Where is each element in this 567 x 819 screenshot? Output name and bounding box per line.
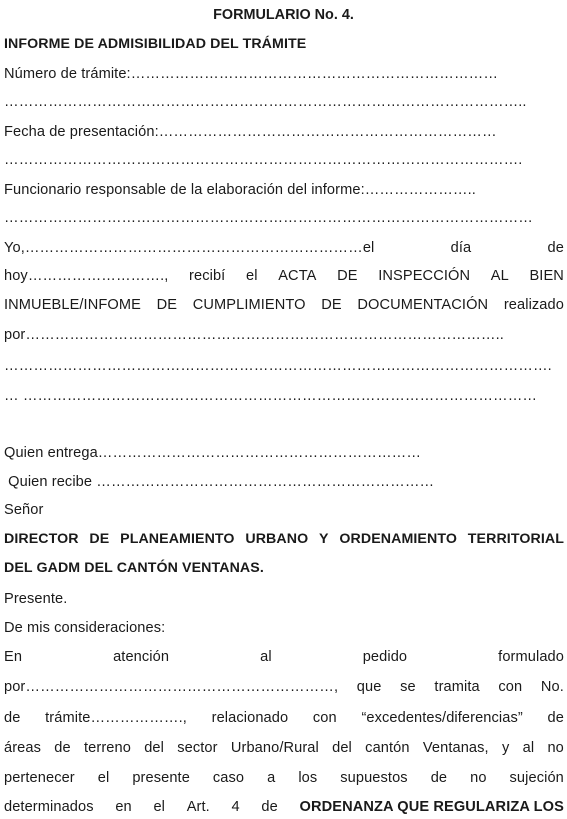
body-word: del [332,740,352,756]
body-word: los [298,770,318,786]
statement-word: DE [156,297,178,313]
statement-word: DE [337,268,358,284]
statement-word: recibí [189,268,226,284]
presente: Presente. [4,591,68,607]
statement-word: realizado [503,297,564,313]
body-word: terreno [83,740,131,756]
body-word: y [501,740,510,756]
body-word: formulado [498,649,564,665]
field-quien-entrega: Quien entrega………………………………………………………… [4,445,422,461]
body-line-5 [4,768,564,788]
ordinance-title: ORDENANZA QUE REGULARIZA LOS [299,799,564,815]
body-word: con [498,679,523,695]
consideraciones: De mis consideraciones: [4,620,166,636]
body-word: por………………………………………………………, [4,679,339,695]
body-word: no [547,740,564,756]
body-word: Urbano/Rural [230,740,319,756]
statement-word: BIEN [529,268,564,284]
body-word: Ventanas, [422,740,489,756]
body-word: a [267,770,276,786]
body-word: Art. [186,799,210,815]
body-word: con [312,710,337,726]
body-word: sector [177,740,218,756]
body-word: se [400,679,416,695]
field-fecha-presentacion: Fecha de presentación:…………………………………………………………… [4,124,497,140]
statement-word: hoy………………………., [4,268,169,284]
body-word: no [470,770,487,786]
body-word: de [4,710,21,726]
body-word: tramita [434,679,480,695]
body-line-1 [4,647,564,667]
body-word: de [261,799,278,815]
statement-word: AL [490,268,509,284]
body-word: del [144,740,164,756]
field-fecha-continuation: ……………………………………………………………………………………………. [4,152,523,168]
body-word: determinados [4,799,94,815]
body-word: de [547,710,564,726]
body-word: de [54,740,71,756]
body-line-3 [4,708,564,728]
addressee-line-1 [4,529,564,549]
statement-line-3 [4,295,564,315]
body-word: al [260,649,272,665]
body-line-4 [4,738,564,758]
statement-word: INSPECCIÓN [378,268,471,284]
body-word: áreas [4,740,42,756]
body-word: trámite………………., [45,710,187,726]
form-title: FORMULARIO No. 4. [213,7,354,23]
statement-word: de [547,240,564,256]
statement-realizado-por: por…………………………………………………………………………………….. [4,327,504,343]
statement-word: INMUEBLE/INFOME [4,297,141,313]
addressee-word: URBANO [245,531,309,547]
body-word: al [522,740,535,756]
body-word: pertenecer [4,770,75,786]
body-word: el [153,799,165,815]
statement-dotted-line-1: …………………………………………………………………………………………………. [4,358,552,374]
field-funcionario-continuation: ……………………………………………………………………………………………… [4,210,533,226]
addressee-line-2: DEL GADM DEL CANTÓN VENTANAS. [4,560,264,576]
body-word: cantón [365,740,410,756]
body-word: caso [212,770,245,786]
statement-word: DE [321,297,342,313]
body-word: en [115,799,132,815]
addressee-word: ORDENAMIENTO [339,531,457,547]
addressee-word: TERRITORIAL [467,531,564,547]
statement-line-1 [4,238,564,258]
body-line-2 [4,677,564,697]
body-word: presente [132,770,190,786]
report-heading: INFORME DE ADMISIBILIDAD DEL TRÁMITE [4,36,307,52]
body-word: pedido [362,649,408,665]
body-word: que [356,679,382,695]
addressee-word: PLANEAMIENTO [120,531,235,547]
field-numero-tramite: Número de trámite:………………………………………………………………… [4,66,499,82]
body-line-6 [4,797,564,817]
body-word: sujeción [509,770,564,786]
addressee-word: DIRECTOR [4,531,79,547]
body-word: el [97,770,110,786]
body-word: de [430,770,448,786]
field-numero-tramite-continuation: …………………………………………………………………………………………….. [4,94,527,110]
statement-word: día [450,240,472,256]
statement-dotted-line-2: … …………………………………………………………………………………………… [4,388,538,404]
body-word: 4 [231,799,240,815]
field-quien-recibe [4,472,564,492]
addressee-word: Y [319,531,329,547]
body-word: “excedentes/diferencias” [361,710,523,726]
statement-word: el [246,268,258,284]
statement-word: CUMPLIMIENTO [192,297,306,313]
statement-word: Yo,……………………………………………………………el [4,240,375,256]
quien-recibe-text: Quien recibe …………………………………………………………… [8,474,435,490]
body-word: relacionado [211,710,289,726]
statement-line-2 [4,266,564,286]
body-word: supuestos [340,770,408,786]
body-word: No. [540,679,564,695]
salutation: Señor [4,502,44,518]
statement-word: DOCUMENTACIÓN [357,297,489,313]
statement-word: ACTA [278,268,317,284]
field-funcionario: Funcionario responsable de la elaboración del informe:………………….. [4,182,476,198]
body-word: En [4,649,23,665]
body-word: atención [113,649,170,665]
addressee-word: DE [89,531,110,547]
